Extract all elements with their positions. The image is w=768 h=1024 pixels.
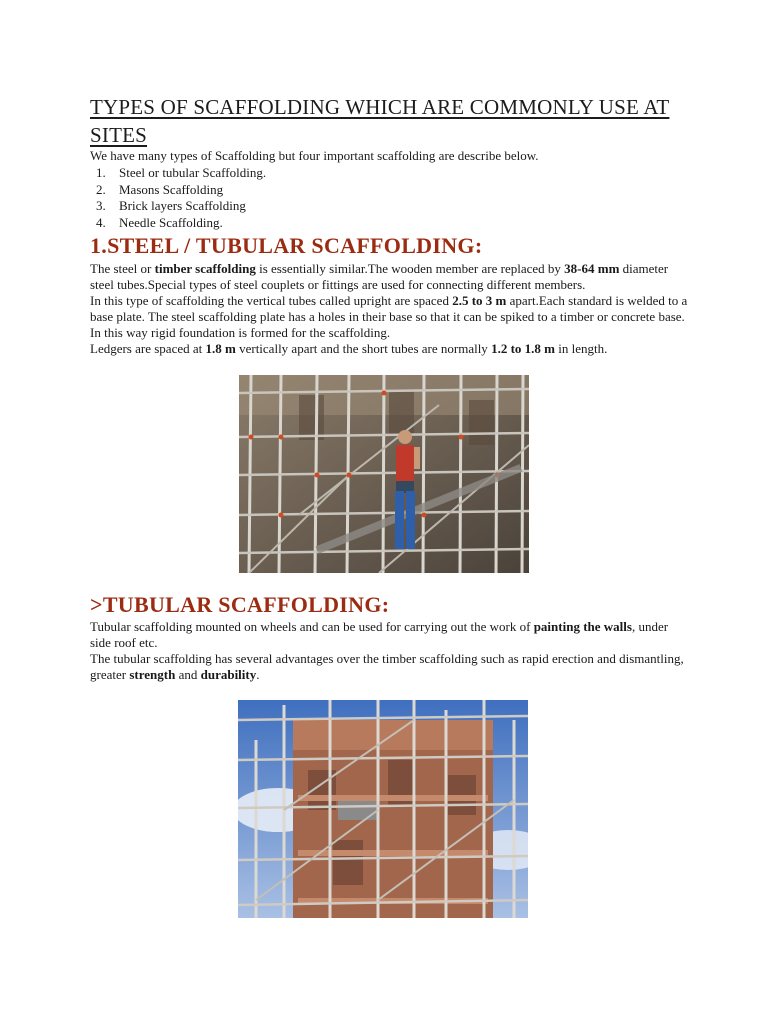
steel-scaffolding-photo [239,375,529,573]
intro-text: We have many types of Scaffolding but four important scaffolding are describe below. [90,148,539,163]
page-title: TYPES OF SCAFFOLDING WHICH ARE COMMONLY USE AT SITES [90,95,670,147]
section-heading-tubular: >TUBULAR SCAFFOLDING: [90,592,390,617]
list-item: 3. Brick layers Scaffolding [96,198,246,214]
section-heading-steel: 1.STEEL / TUBULAR SCAFFOLDING: [90,233,483,258]
paragraph: The steel or timber scaffolding is essentially similar.The wooden member are replaced by 38-64 mm diameter steel tubes.Special types of steel couplets or fittings are used for connecting different members. [90,261,669,292]
paragraph: Ledgers are spaced at 1.8 m vertically apart and the short tubes are normally 1.2 to 1.8 m in length. [90,341,608,356]
paragraph: In this type of scaffolding the vertical tubes called upright are spaced 2.5 to 3 m apart.Each standard is welded to a base plate. The steel scaffolding plate has a holes in their base so that it can be spiked to a timber or concrete base. In this way rigid foundation is formed for the scaffolding. [90,293,688,340]
list-item: 4. Needle Scaffolding. [96,215,223,231]
list-item: 2. Masons Scaffolding [96,181,224,197]
paragraph: The tubular scaffolding has several advantages over the timber scaffolding such as rapid erection and dismantling, greater strength and durability. [90,651,684,682]
tubular-scaffolding-photo [238,700,528,918]
paragraph: Tubular scaffolding mounted on wheels and can be used for carrying out the work of painting the walls, under side roof etc. [90,619,669,650]
list-item: 1. Steel or tubular Scaffolding. [96,165,267,180]
scaffolding-types-list [96,165,266,232]
